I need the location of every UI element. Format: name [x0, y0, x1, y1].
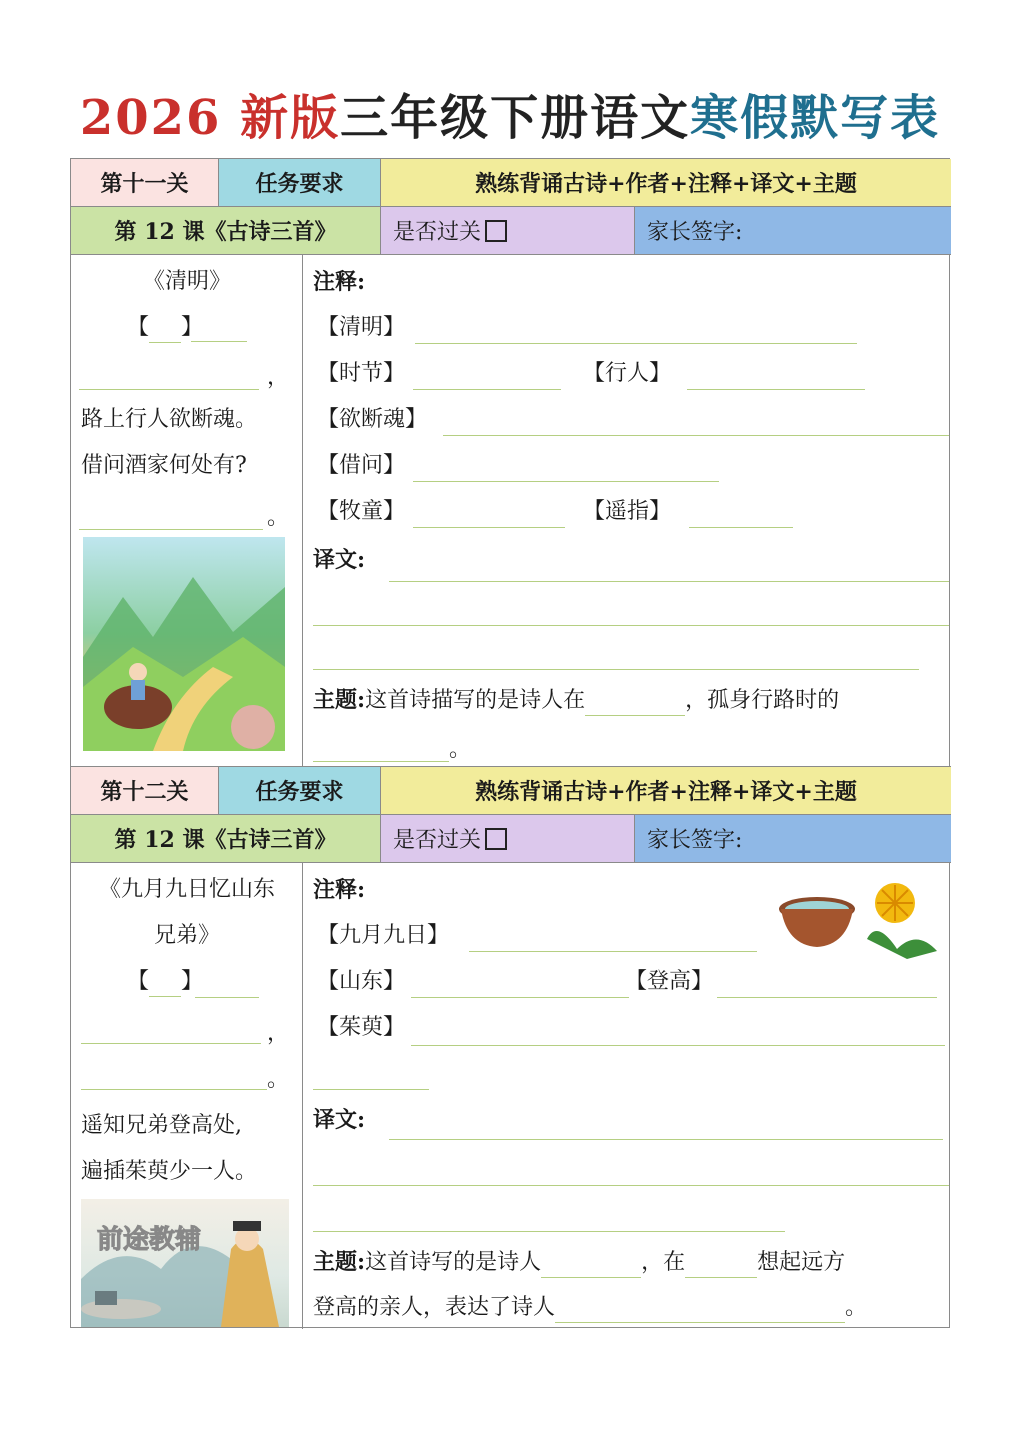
- s2-illustration: [81, 1199, 289, 1327]
- s1-note-shijie-blank[interactable]: [413, 389, 561, 390]
- s2-note-zhuyu-blank2[interactable]: [313, 1089, 429, 1090]
- s2-watermark: 前途教辅: [97, 1225, 202, 1255]
- s1-author-line[interactable]: [191, 341, 247, 342]
- s2-theme-end: 。: [845, 1295, 868, 1320]
- s1-pass-text: 是否过关: [393, 220, 482, 245]
- s2-bracket-open: 【: [127, 969, 150, 994]
- s1-illustration-svg: [83, 537, 285, 751]
- s2-dynasty-blank[interactable]: [149, 974, 181, 997]
- page-title: [0, 86, 1020, 150]
- s1-lesson-text: 第 12 课《古诗三首》: [114, 219, 337, 245]
- s2-theme-text1: 这首诗写的是诗人: [365, 1250, 542, 1275]
- s1-translation-line2[interactable]: [313, 625, 949, 626]
- s2-theme-blank1[interactable]: [541, 1255, 641, 1278]
- s1-illustration: [83, 537, 285, 751]
- s1-note-qingming-blank[interactable]: [415, 343, 857, 344]
- s2-note-shandong: 【山东】: [317, 969, 406, 994]
- s1-theme-blank1[interactable]: [585, 693, 685, 716]
- s2-theme-text4: 登高的亲人，表达了诗人: [313, 1295, 556, 1320]
- s1-note-mutong: 【牧童】: [317, 499, 406, 524]
- s1-line1-blank[interactable]: [79, 389, 259, 390]
- s1-line3: 借问酒家何处有?: [81, 453, 247, 478]
- s1-note-shijie: 【时节】: [317, 361, 406, 386]
- worksheet-table: [70, 158, 950, 1328]
- s1-bracket-close: 】: [181, 315, 204, 340]
- s1-task-label-text: 任务要求: [255, 171, 344, 197]
- chrysanthemum-bowl-svg: [777, 879, 943, 963]
- s1-note-jiewen: 【借问】: [317, 453, 406, 478]
- s1-note-yaozhi: 【遥指】: [583, 499, 672, 524]
- s1-theme-label: 主题:: [313, 687, 366, 713]
- s1-task: [381, 159, 951, 207]
- s1-parent-sign-text: 家长签字:: [647, 220, 743, 245]
- s1-note-qingming: 【清明】: [317, 315, 406, 340]
- s1-theme-text2: ，孤身行路时的: [685, 688, 840, 713]
- s2-line1-blank[interactable]: [81, 1043, 261, 1044]
- title-sheet: 寒假默写表: [690, 90, 941, 146]
- s2-task-text: 熟练背诵古诗+作者+注释+译文+主题: [475, 779, 857, 805]
- s2-note-zhuyu-blank[interactable]: [411, 1045, 945, 1046]
- s2-poem-title-1: 《九月九日忆山东: [98, 877, 275, 902]
- s1-note-xingren-blank[interactable]: [687, 389, 865, 390]
- title-new-edition: 新版: [240, 90, 341, 146]
- s1-note-xingren: 【行人】: [583, 361, 672, 386]
- s1-dynasty-blank[interactable]: [149, 320, 181, 343]
- s2-task: [381, 767, 951, 815]
- s2-line4: 遍插茱萸少一人。: [81, 1159, 258, 1184]
- s2-note-shandong-blank[interactable]: [411, 997, 629, 998]
- s1-theme-end: 。: [449, 737, 472, 762]
- s2-pass: [381, 815, 635, 863]
- chrysanthemum-bowl-icon: [777, 879, 943, 963]
- s2-note-zhuyu: 【茱萸】: [317, 1015, 406, 1040]
- s2-theme-text3: 想起远方: [757, 1250, 846, 1275]
- s2-parent-sign: [635, 815, 951, 863]
- s1-note-jiewen-blank[interactable]: [413, 481, 719, 482]
- s2-note-denggao-blank[interactable]: [717, 997, 937, 998]
- s1-line2: 路上行人欲断魂。: [81, 407, 258, 432]
- s2-pass-checkbox[interactable]: [485, 828, 507, 850]
- s1-level: [71, 159, 219, 207]
- s1-bracket-open: 【: [127, 315, 150, 340]
- title-year: 2026: [79, 90, 222, 146]
- s1-poem-panel: [71, 255, 303, 767]
- title-grade: 三年级下册语文: [340, 90, 691, 146]
- s1-note-mutong-blank[interactable]: [413, 527, 565, 528]
- s1-notes-label: 注释:: [313, 269, 366, 295]
- s1-comma: ，: [267, 365, 290, 390]
- s2-notes-panel: [303, 863, 951, 1329]
- s2-comma: ，: [267, 1021, 290, 1046]
- s2-author-line[interactable]: [195, 997, 259, 998]
- s1-task-label: [219, 159, 381, 207]
- s1-lesson: [71, 207, 381, 255]
- s1-parent-sign: [635, 207, 951, 255]
- s1-line4-blank[interactable]: [79, 529, 263, 530]
- s1-notes-panel: [303, 255, 951, 767]
- s2-translation-line2[interactable]: [313, 1185, 949, 1186]
- s1-note-yuduanhun-blank[interactable]: [443, 435, 949, 436]
- s2-line3: 遥知兄弟登高处,: [81, 1113, 242, 1138]
- s2-poem-title-2: 兄弟》: [153, 923, 220, 948]
- s1-author-blank: [127, 313, 203, 343]
- s2-theme-blank2[interactable]: [685, 1255, 757, 1278]
- s2-bracket-close: 】: [181, 969, 204, 994]
- s2-level-text: 第十二关: [100, 779, 189, 805]
- s1-period: 。: [267, 505, 290, 530]
- s1-translation-line1[interactable]: [389, 581, 949, 582]
- s2-translation-line3[interactable]: [313, 1231, 785, 1232]
- s1-translation-label: 译文:: [313, 547, 366, 573]
- s1-note-yaozhi-blank[interactable]: [689, 527, 793, 528]
- s2-task-label-text: 任务要求: [255, 779, 344, 805]
- s2-note-jiuyuejiuri-blank[interactable]: [469, 951, 757, 952]
- s2-period: 。: [267, 1067, 290, 1092]
- s2-poem-panel: [71, 863, 303, 1329]
- s2-theme-row1: [313, 1247, 845, 1278]
- s2-notes-label: 注释:: [313, 877, 366, 903]
- s2-theme-label: 主题:: [313, 1249, 366, 1275]
- s2-theme-blank3[interactable]: [555, 1300, 845, 1323]
- s1-theme-blank2[interactable]: [313, 761, 449, 762]
- s2-lesson: [71, 815, 381, 863]
- s2-translation-label: 译文:: [313, 1107, 366, 1133]
- s2-lesson-text: 第 12 课《古诗三首》: [114, 827, 337, 853]
- s2-note-jiuyuejiuri: 【九月九日】: [317, 923, 450, 948]
- s2-pass-text: 是否过关: [393, 828, 482, 853]
- s2-level: [71, 767, 219, 815]
- s1-theme-text1: 这首诗描写的是诗人在: [365, 688, 586, 713]
- s1-task-text: 熟练背诵古诗+作者+注释+译文+主题: [475, 171, 857, 197]
- s1-pass: [381, 207, 635, 255]
- s1-level-text: 第十一关: [100, 171, 189, 197]
- s2-author-blank: [127, 967, 203, 997]
- s2-line2-blank[interactable]: [81, 1089, 267, 1090]
- s1-theme: [313, 685, 839, 716]
- s2-translation-line1[interactable]: [389, 1139, 943, 1140]
- s1-pass-checkbox[interactable]: [485, 220, 507, 242]
- s2-note-denggao: 【登高】: [625, 969, 714, 994]
- s2-theme-text2: ，在: [641, 1250, 686, 1275]
- s2-parent-sign-text: 家长签字:: [647, 828, 743, 853]
- s2-theme-row2: [313, 1293, 867, 1323]
- s1-translation-line3[interactable]: [313, 669, 919, 670]
- s1-note-yuduanhun: 【欲断魂】: [317, 407, 428, 432]
- s2-task-label: [219, 767, 381, 815]
- s1-poem-title: 《清明》: [142, 269, 231, 294]
